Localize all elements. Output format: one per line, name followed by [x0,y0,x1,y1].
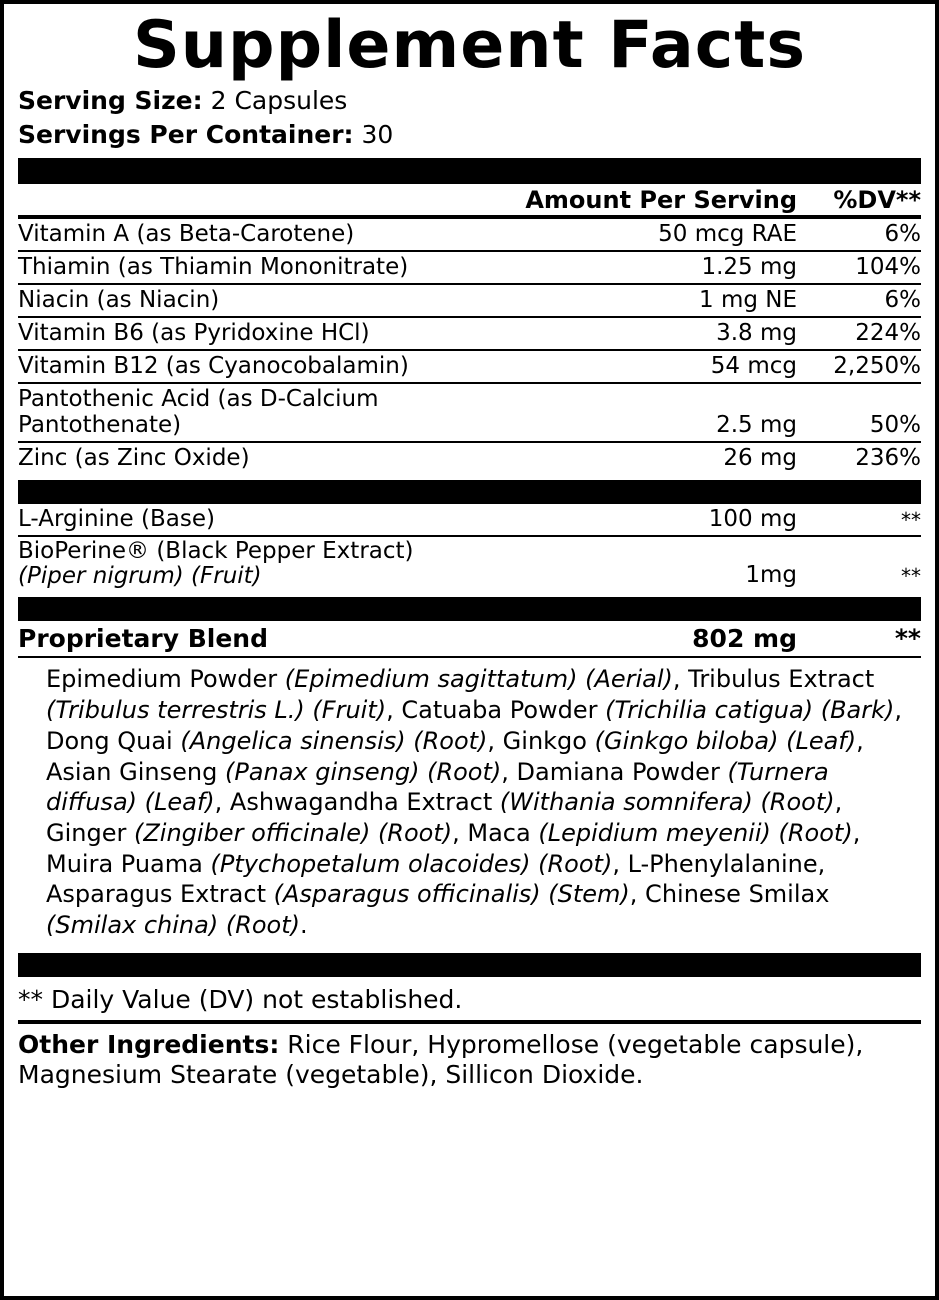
nutrient-amount: 2.5 mg [525,383,803,442]
ingredient-name [18,536,652,592]
table-row [18,350,921,383]
nutrient-amount: 1 mg NE [525,284,803,317]
table-header-row [18,184,921,217]
nutrient-name: Zinc (as Zinc Oxide) [18,444,250,471]
nutrient-amount: 50 mcg RAE [525,217,803,251]
divider-bar-mid [18,480,921,504]
ingredient-amount: 1mg [745,562,797,589]
table-row [18,504,921,536]
header-spacer [18,184,525,217]
divider-bar-footnote [18,953,921,977]
other-ingredients [18,1020,921,1090]
table-row [18,317,921,350]
ingredient-name: L-Arginine (Base) [18,504,652,536]
nutrient-amount: 1.25 mg [525,251,803,284]
nutrient-amount: 26 mg [723,444,797,471]
blend-ingredients-text: Epimedium Powder (Epimedium sagittatum) (Aerial), Tribulus Extract (Tribulus terrestris L.) (Fruit), Catuaba Powder (Trichilia catigua) (Bark), Dong Quai (Angelica sinensis) (Root), Ginkgo (Ginkgo biloba) (Leaf), Asian Ginseng (Panax ginseng) (Root), Damiana Powder (Turnera diffusa) (Leaf), Ashwagandha Extract (Withania somnifera) (Root), Ginger (Zingiber officinale) (Root), Maca (Lepidium meyenii) (Root), Muira Puama (Ptychopetalum olacoides) (Root), L-Phenylalanine, Asparagus Extract (Asparagus officinalis) (Stem), Chinese Smilax (Smilax china) (Root). [46,665,903,940]
table-row [18,621,921,657]
nutrient-amount: 54 mcg [525,350,803,383]
servings-per-container-line [18,118,921,152]
blend-name: Proprietary Blend [18,621,562,657]
serving-size-value: 2 Capsules [202,86,348,116]
divider-bar-blend [18,597,921,621]
servings-per-container-value: 30 [353,120,394,149]
nutrient-name: Niacin (as Niacin) [18,284,525,317]
other-ingredients-value: Rice Flour, Hypromellose (vegetable capsule), Magnesium Stearate (vegetable), Sillicon Dioxide. [18,1029,864,1089]
page-title: Supplement Facts [132,8,807,83]
table-row [18,442,921,474]
table-row [18,251,921,284]
table-row [18,284,921,317]
nutrient-dv: 236% [855,444,921,471]
table-row [18,383,921,442]
divider-bar-top [18,158,921,184]
proprietary-blend-table [18,621,921,658]
ingredient-name-primary: BioPerine® (Black Pepper Extract) [18,537,414,564]
ingredient-dv: ** [803,504,921,536]
blend-dv: ** [803,621,921,657]
nutrient-dv: 6% [803,217,921,251]
ingredient-dv: ** [901,564,921,589]
ingredient-name-latin: (Piper nigrum) (Fruit) [18,562,262,589]
dv-footnote: ** Daily Value (DV) not established. [18,984,463,1014]
nutrient-name: Vitamin A (as Beta-Carotene) [18,217,525,251]
table-row [18,217,921,251]
nutrient-name: Vitamin B6 (as Pyridoxine HCl) [18,317,525,350]
serving-size-label: Serving Size: [18,86,203,116]
blend-amount: 802 mg [562,621,803,657]
header-percent-dv: %DV** [803,184,921,217]
ingredient-amount: 100 mg [652,504,803,536]
nutrient-dv: 104% [803,251,921,284]
nutrient-name: Vitamin B12 (as Cyanocobalamin) [18,350,525,383]
serving-size-line [18,84,921,118]
other-ingredients-label: Other Ingredients: [18,1029,280,1059]
nutrient-dv: 2,250% [803,350,921,383]
header-amount-per-serving: Amount Per Serving [525,184,803,217]
nutrient-dv: 6% [803,284,921,317]
nutrient-amount: 3.8 mg [525,317,803,350]
nutrient-name: Thiamin (as Thiamin Mononitrate) [18,251,525,284]
nutrient-name: Pantothenic Acid (as D-Calcium Pantothenate) [18,383,525,442]
table-row [18,536,921,592]
servings-per-container-label: Servings Per Container: [18,120,354,149]
nutrient-dv: 224% [803,317,921,350]
nutrient-dv: 50% [803,383,921,442]
nutrient-table [18,184,921,474]
other-actives-table [18,504,921,592]
